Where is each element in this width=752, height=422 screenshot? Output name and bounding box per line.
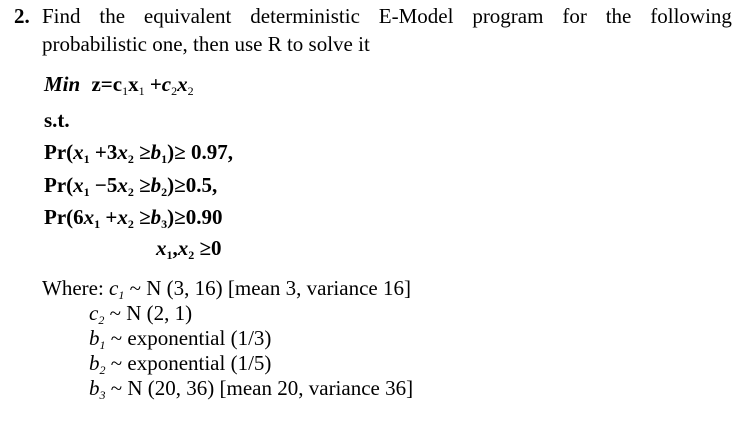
tilde: ~: [104, 301, 127, 325]
coefficient: c: [112, 72, 123, 96]
word: E-Model: [378, 4, 454, 28]
tilde: ~: [105, 326, 128, 350]
subscript: 1: [118, 288, 125, 302]
subscript: 1: [94, 217, 101, 231]
word: program: [472, 4, 544, 28]
distribution: N (3, 16) [mean 3, variance 16]: [146, 276, 411, 300]
geq-sign: ≥: [133, 173, 151, 197]
random-variable: b: [89, 351, 100, 375]
comma: ,: [172, 236, 178, 260]
problem-text: [42, 2, 732, 58]
word: for: [562, 4, 587, 28]
distribution: N (2, 1): [126, 301, 193, 325]
distribution-line: [42, 326, 413, 351]
subscript: 3: [161, 217, 168, 231]
subscript: 2: [99, 363, 106, 377]
pr-open: Pr(: [44, 173, 74, 197]
variable: x: [83, 205, 95, 229]
subscript: 1: [166, 248, 173, 262]
tilde: ~: [105, 351, 128, 375]
operator: −5: [89, 173, 118, 197]
nonnegativity-constraint: [156, 236, 222, 261]
geq-sign: ≥: [174, 173, 186, 197]
geq-sign: ≥: [174, 140, 186, 164]
geq-sign: ≥: [133, 205, 151, 229]
word: deterministic: [250, 4, 360, 28]
variable: x: [177, 72, 188, 96]
operator: +3: [89, 140, 118, 164]
tilde: ~: [124, 276, 147, 300]
subscript: 2: [127, 185, 134, 199]
coefficient: c: [161, 72, 172, 96]
variable: x: [156, 236, 167, 260]
probability-level: 0.5,: [185, 173, 218, 197]
variable: x: [73, 173, 84, 197]
geq-sign: ≥: [133, 140, 151, 164]
variable: x: [117, 140, 128, 164]
pr-close: ): [167, 173, 175, 197]
plus-sign: +: [149, 72, 162, 96]
distribution-line: [42, 376, 413, 401]
word: following: [650, 4, 732, 28]
random-variable: b: [89, 376, 100, 400]
tilde: ~: [105, 376, 128, 400]
subscript: 1: [83, 152, 90, 166]
subscript: 2: [187, 84, 194, 98]
subscript: 2: [127, 217, 134, 231]
variable: x: [117, 173, 128, 197]
pr-open: Pr(: [44, 140, 74, 164]
subscript: 2: [188, 248, 195, 262]
min-keyword: Min: [44, 72, 81, 96]
random-variable: c: [109, 276, 119, 300]
subscript: 2: [98, 313, 105, 327]
variable: b: [150, 140, 162, 164]
subscript: 3: [99, 388, 106, 402]
constraint-2: [44, 173, 217, 198]
operator: +: [100, 205, 118, 229]
equals-sign: =: [100, 72, 113, 96]
probability-level: 0.97,: [185, 140, 233, 164]
objective-lhs: z: [91, 72, 101, 96]
problem-text-line-1: [42, 2, 732, 30]
distribution: N (20, 36) [mean 20, variance 36]: [127, 376, 414, 400]
objective-function: [44, 72, 194, 97]
subscript: 1: [83, 185, 90, 199]
where-label: Where:: [42, 276, 110, 300]
probability-level: 0.90: [185, 205, 223, 229]
constraint-1: [44, 140, 233, 165]
distribution-line: [42, 301, 413, 326]
constraint-3: [44, 205, 222, 230]
subscript: 2: [171, 84, 178, 98]
zero: 0: [211, 236, 222, 260]
variable: b: [150, 173, 162, 197]
problem-number: 2.: [14, 4, 30, 28]
subject-to-label: s.t.: [44, 108, 70, 132]
variable: x: [117, 205, 128, 229]
word: the: [605, 4, 632, 28]
geq-sign: ≥: [194, 236, 212, 260]
variable: x: [177, 236, 189, 260]
random-variable: c: [89, 301, 99, 325]
word: Find: [42, 4, 81, 28]
subscript: 2: [127, 152, 134, 166]
distribution: exponential (1/5): [127, 351, 272, 375]
subscript: 1: [99, 338, 106, 352]
distribution-line: [42, 351, 413, 376]
pr-close: ): [167, 205, 175, 229]
variable: x: [73, 140, 84, 164]
distribution-definitions: [42, 276, 413, 401]
variable: x: [128, 72, 139, 96]
distribution: exponential (1/3): [127, 326, 272, 350]
subscript: 2: [161, 185, 168, 199]
word: equivalent: [143, 4, 232, 28]
pr-open: Pr(6: [44, 205, 84, 229]
pr-close: ): [167, 140, 175, 164]
problem-text-line-2: probabilistic one, then use R to solve it: [42, 32, 370, 56]
random-variable: b: [89, 326, 100, 350]
subscript: 1: [161, 152, 168, 166]
variable: b: [150, 205, 162, 229]
distribution-line: [42, 276, 413, 301]
subscript: 1: [138, 84, 145, 98]
word: the: [99, 4, 126, 28]
geq-sign: ≥: [174, 205, 186, 229]
subscript: 1: [122, 84, 129, 98]
